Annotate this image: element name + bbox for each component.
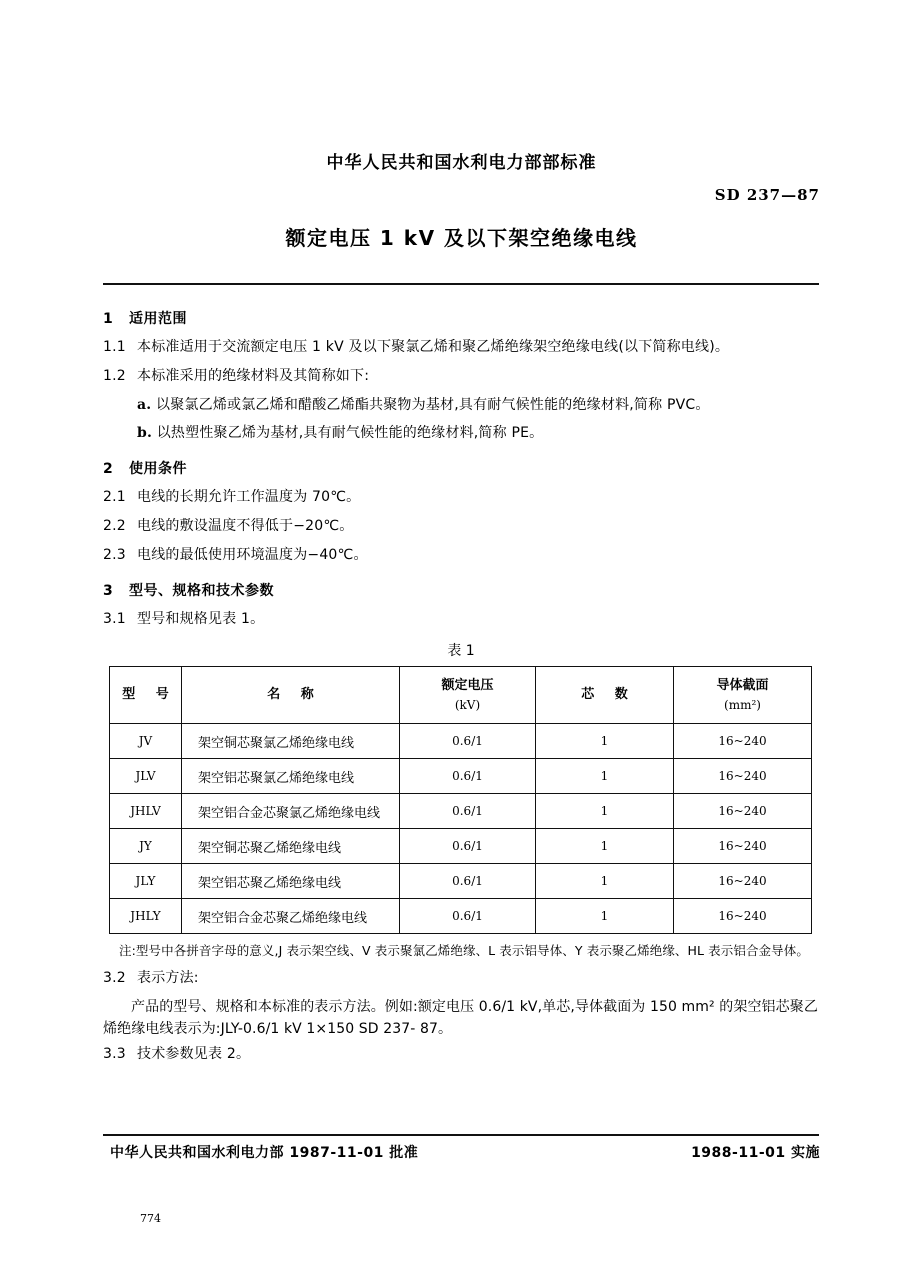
cell-voltage: 0.6/1 (400, 724, 536, 759)
clause-number-3-1: 3.1 (103, 611, 126, 627)
document-body (103, 308, 819, 1073)
cell-model: JHLY (110, 899, 182, 934)
item-label-b: b. (137, 425, 153, 441)
table-row (110, 794, 812, 829)
column-header-section (674, 667, 812, 724)
clause-number-1-1: 1.1 (103, 339, 126, 355)
cell-cores: 1 (536, 899, 674, 934)
column-header-voltage-unit: (kV) (454, 697, 481, 712)
clause-1-2-item-b (103, 423, 819, 444)
column-header-model-label: 型 号 (122, 687, 177, 703)
cell-voltage: 0.6/1 (400, 759, 536, 794)
table-row (110, 864, 812, 899)
clause-3-3 (103, 1044, 819, 1065)
cell-model: JV (110, 724, 182, 759)
cell-cores: 1 (536, 794, 674, 829)
clause-text-1-2: 本标准采用的绝缘材料及其简称如下: (137, 368, 370, 384)
cell-model: JLY (110, 864, 182, 899)
clause-1-2 (103, 366, 819, 387)
page-number: 774 (140, 1212, 161, 1225)
implementation-date: 1988-11-01 实施 (691, 1145, 820, 1161)
clause-text-1-1: 本标准适用于交流额定电压 1 kV 及以下聚氯乙烯和聚乙烯绝缘架空绝缘电线(以下简称电线)。 (137, 339, 730, 355)
clause-1-1 (103, 337, 819, 358)
clause-number-2-1: 2.1 (103, 489, 126, 505)
table-row (110, 724, 812, 759)
column-header-voltage (400, 667, 536, 724)
cell-section: 16~240 (674, 724, 812, 759)
table-row (110, 759, 812, 794)
approval-statement: 中华人民共和国水利电力部 1987-11-01 批准 (110, 1145, 419, 1161)
cell-name: 架空铝合金芯聚氯乙烯绝缘电线 (182, 794, 400, 829)
section-number-1: 1 (103, 311, 114, 327)
item-text-a: 以聚氯乙烯或氯乙烯和醋酸乙烯酯共聚物为基材,具有耐气候性能的绝缘材料,简称 PVC。 (156, 397, 710, 413)
clause-text-2-1: 电线的长期允许工作温度为 70℃。 (137, 489, 361, 505)
issuing-organization: 中华人民共和国水利电力部部标准 (326, 153, 597, 173)
clause-3-1 (103, 609, 819, 630)
clause-number-1-2: 1.2 (103, 368, 126, 384)
cell-voltage: 0.6/1 (400, 794, 536, 829)
item-label-a: a. (137, 397, 152, 413)
clause-number-3-3: 3.3 (103, 1045, 126, 1062)
clause-2-3 (103, 545, 819, 566)
table-note: 注:型号中各拼音字母的意义,J 表示架空线、V 表示聚氯乙烯绝缘、L 表示铝导体、Y 表示聚乙烯绝缘、HL 表示铝合金导体。 (119, 943, 809, 958)
cell-section: 16~240 (674, 759, 812, 794)
cell-voltage: 0.6/1 (400, 899, 536, 934)
column-header-name (182, 667, 400, 724)
standard-code: SD 237—87 (714, 186, 820, 204)
cell-name: 架空铝合金芯聚乙烯绝缘电线 (182, 899, 400, 934)
cell-section: 16~240 (674, 864, 812, 899)
cell-voltage: 0.6/1 (400, 829, 536, 864)
cell-name: 架空铜芯聚乙烯绝缘电线 (182, 829, 400, 864)
clause-number-2-2: 2.2 (103, 518, 126, 534)
clause-text-3-3: 技术参数见表 2。 (137, 1045, 251, 1062)
document-title: 额定电压 1 kV 及以下架空绝缘电线 (285, 226, 638, 250)
item-text-b: 以热塑性聚乙烯为基材,具有耐气候性能的绝缘材料,简称 PE。 (156, 425, 544, 441)
column-header-name-label: 名 称 (267, 687, 322, 703)
clause-1-2-item-a (103, 395, 819, 416)
clause-number-2-3: 2.3 (103, 547, 126, 563)
specification-table (109, 666, 812, 934)
clause-text-3-1: 型号和规格见表 1。 (137, 611, 265, 627)
cell-cores: 1 (536, 829, 674, 864)
cell-cores: 1 (536, 759, 674, 794)
clause-2-1 (103, 487, 819, 508)
cell-section: 16~240 (674, 829, 812, 864)
header-divider (103, 283, 819, 285)
clause-text-3-2: 表示方法: (137, 970, 199, 987)
cell-name: 架空铝芯聚乙烯绝缘电线 (182, 864, 400, 899)
column-header-cores-label: 芯 数 (581, 687, 636, 703)
section-heading-3 (103, 580, 819, 600)
footer-divider (103, 1134, 819, 1136)
section-title-2: 使用条件 (129, 461, 187, 477)
table-row (110, 899, 812, 934)
section-title-1: 适用范围 (129, 311, 187, 327)
section-number-3: 3 (103, 583, 114, 599)
clause-2-2 (103, 516, 819, 537)
section-title-3: 型号、规格和技术参数 (129, 583, 274, 599)
section-heading-2 (103, 458, 819, 478)
section-number-2: 2 (103, 461, 114, 477)
table-row (110, 829, 812, 864)
cell-cores: 1 (536, 724, 674, 759)
cell-section: 16~240 (674, 899, 812, 934)
section-heading-1 (103, 308, 819, 328)
column-header-cores (536, 667, 674, 724)
cell-cores: 1 (536, 864, 674, 899)
cell-voltage: 0.6/1 (400, 864, 536, 899)
table-caption: 表 1 (447, 643, 475, 659)
table-header-row (110, 667, 812, 724)
clause-3-2-paragraph: 产品的型号、规格和本标准的表示方法。例如:额定电压 0.6/1 kV,单芯,导体截面为 150 mm² 的架空铝芯聚乙烯绝缘电线表示为:JLY-0.6/1 kV 1×150 SD 237- 87。 (103, 999, 818, 1038)
clause-number-3-2: 3.2 (103, 970, 126, 987)
clause-text-2-3: 电线的最低使用环境温度为−40℃。 (137, 547, 368, 563)
column-header-model (110, 667, 182, 724)
column-header-voltage-label: 额定电压 (441, 678, 494, 694)
cell-model: JY (110, 829, 182, 864)
cell-model: JHLV (110, 794, 182, 829)
column-header-section-label: 导体截面 (716, 678, 769, 694)
cell-name: 架空铝芯聚氯乙烯绝缘电线 (182, 759, 400, 794)
clause-text-2-2: 电线的敷设温度不得低于−20℃。 (137, 518, 354, 534)
cell-name: 架空铜芯聚氯乙烯绝缘电线 (182, 724, 400, 759)
column-header-section-unit: (mm²) (724, 697, 761, 712)
cell-section: 16~240 (674, 794, 812, 829)
cell-model: JLV (110, 759, 182, 794)
clause-3-2 (103, 968, 819, 989)
